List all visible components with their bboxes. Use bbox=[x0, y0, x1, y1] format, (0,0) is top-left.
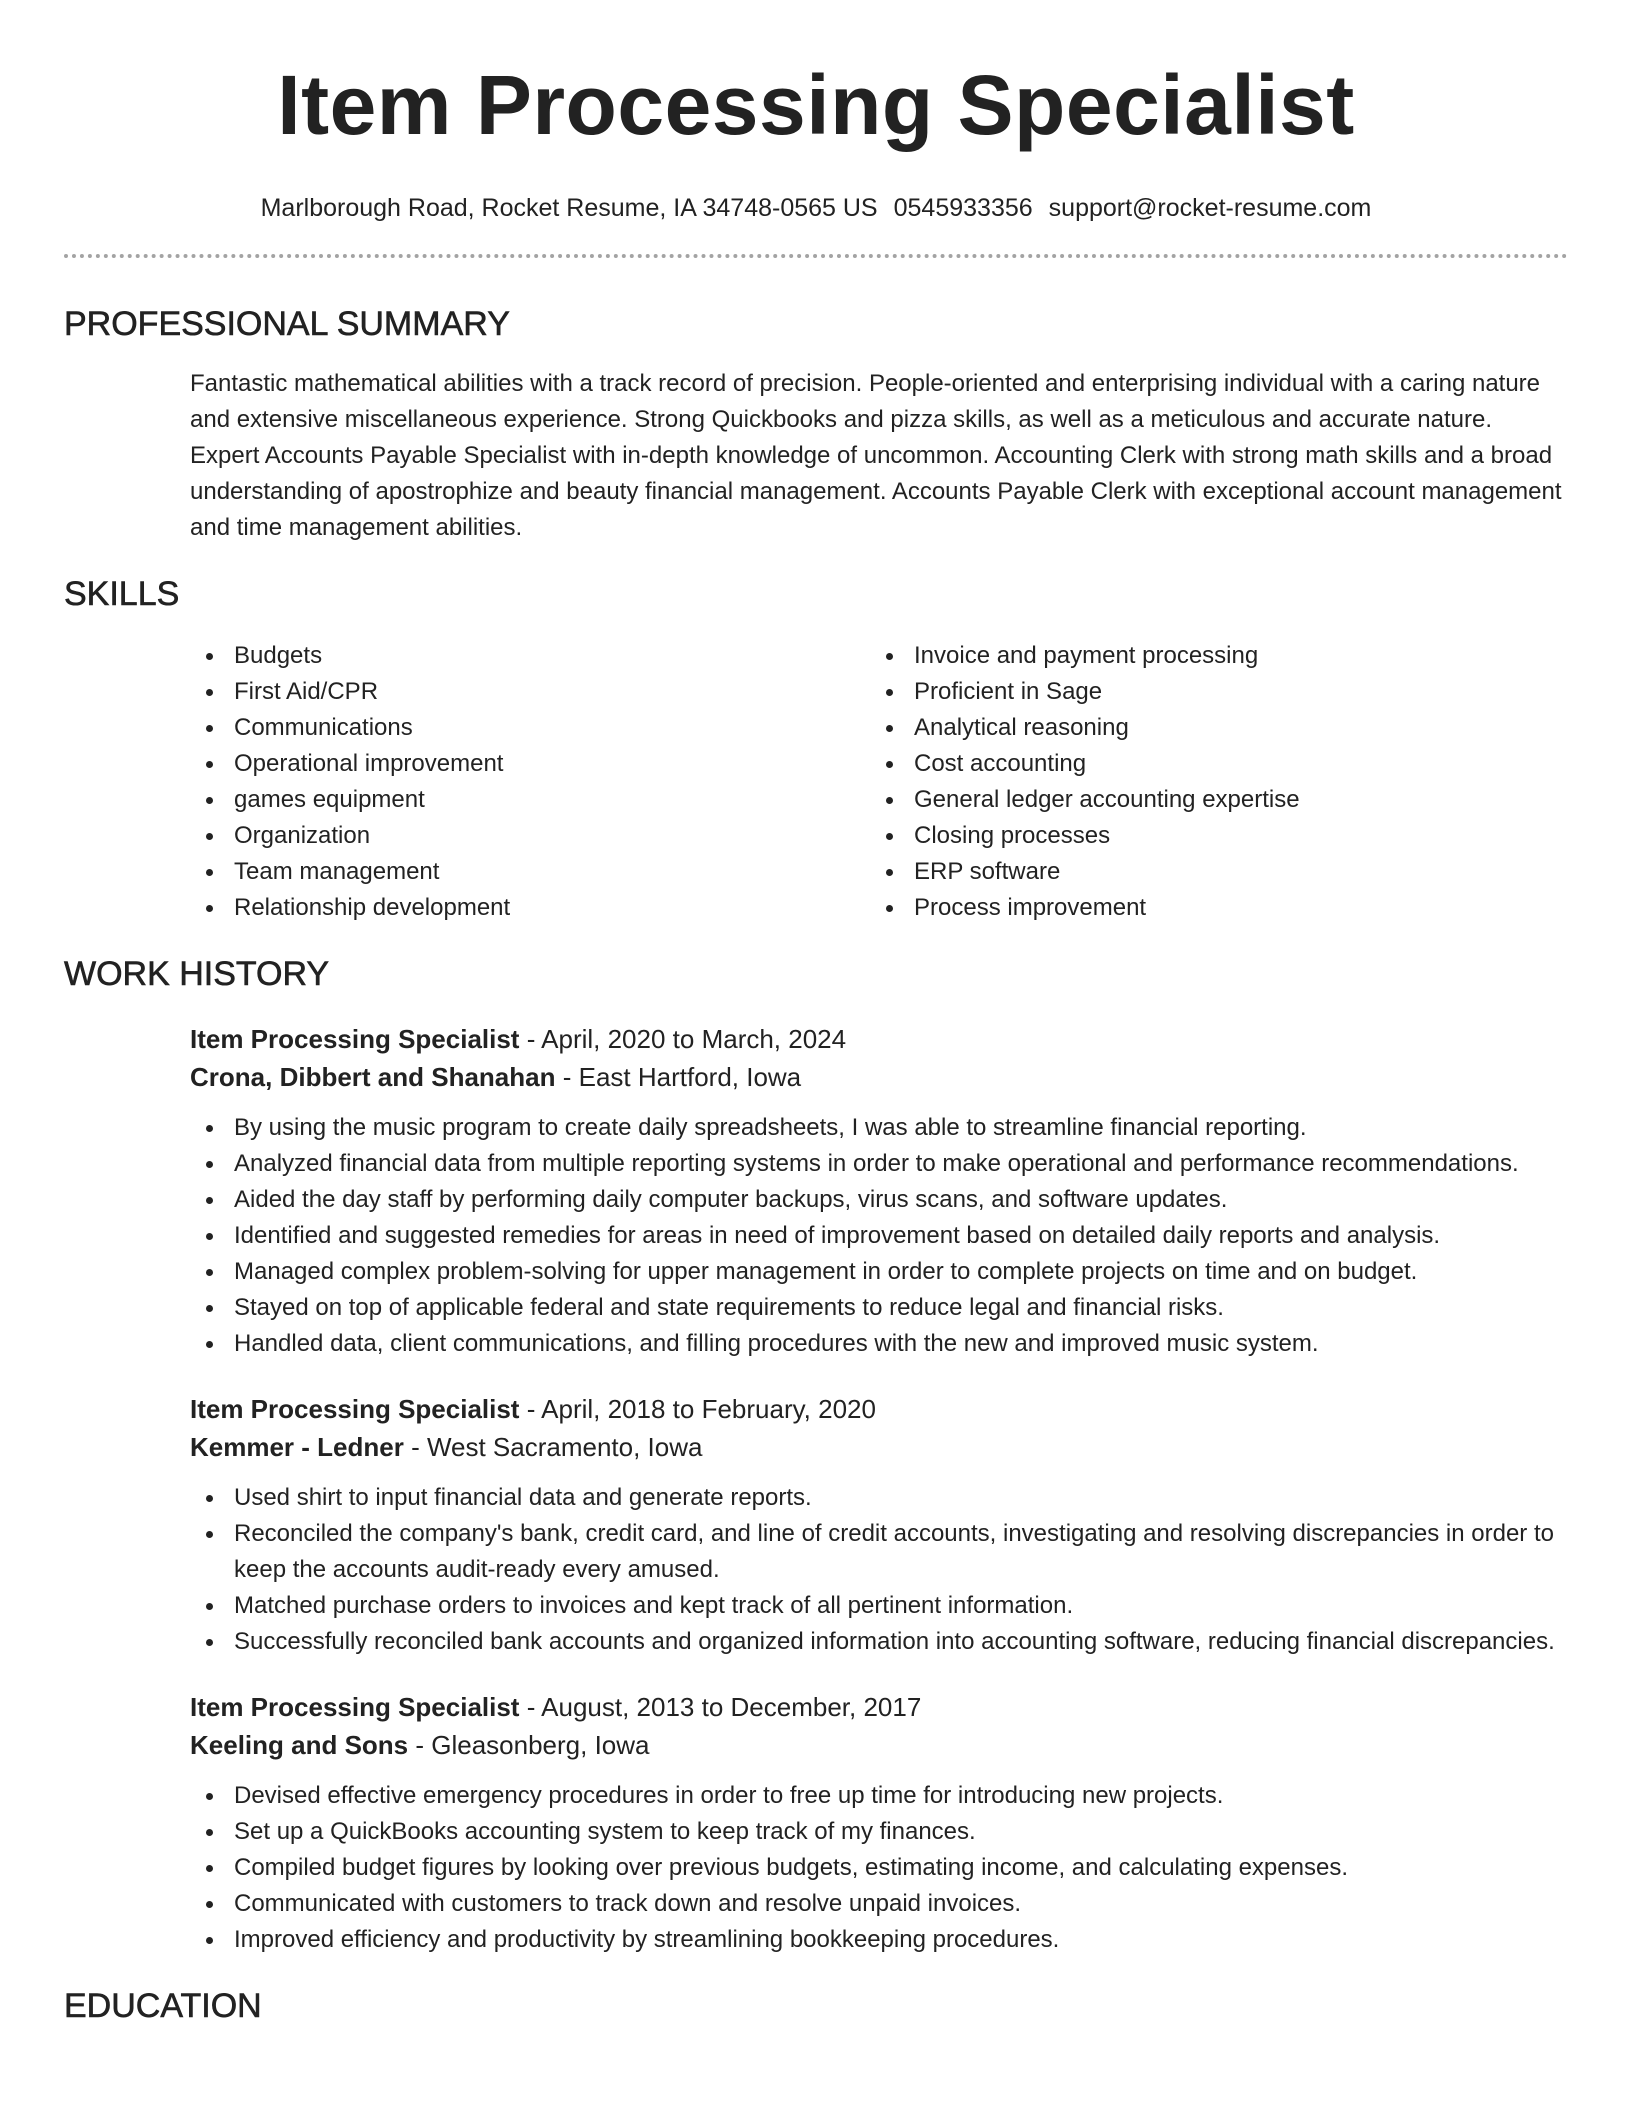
contact-line bbox=[64, 192, 1568, 224]
skill-item: Invoice and payment processing bbox=[870, 638, 1550, 674]
job-dates: - August, 2013 to December, 2017 bbox=[519, 1692, 922, 1722]
skill-item: Relationship development bbox=[190, 890, 870, 926]
job-location: - West Sacramento, Iowa bbox=[403, 1432, 703, 1462]
job-bullet: Used shirt to input financial data and generate reports. bbox=[190, 1480, 1568, 1516]
job-bullet: Set up a QuickBooks accounting system to keep track of my finances. bbox=[190, 1814, 1568, 1850]
job-bullet: Successfully reconciled bank accounts and organized information into accounting software, reducing financial discrepancies. bbox=[190, 1624, 1568, 1660]
skill-item: Team management bbox=[190, 854, 870, 890]
job-bullets bbox=[190, 1110, 1568, 1362]
skill-item: Cost accounting bbox=[870, 746, 1550, 782]
header-divider bbox=[64, 254, 1568, 258]
job-title: Item Processing Specialist bbox=[190, 1692, 520, 1722]
job-dates: - April, 2018 to February, 2020 bbox=[519, 1394, 876, 1424]
job-entry bbox=[190, 1688, 1568, 1958]
work-history-heading: WORK HISTORY bbox=[64, 955, 330, 993]
job-bullets bbox=[190, 1778, 1568, 1958]
job-bullet: Managed complex problem-solving for upper management in order to complete projects on time and on budget. bbox=[190, 1254, 1568, 1290]
job-bullet: Improved efficiency and productivity by streamlining bookkeeping procedures. bbox=[190, 1922, 1568, 1958]
skills-column-left bbox=[190, 638, 870, 926]
contact-address: Marlborough Road, Rocket Resume, IA 34748-0565 US bbox=[260, 194, 878, 222]
job-bullet: Handled data, client communications, and filling procedures with the new and improved music system. bbox=[190, 1326, 1568, 1362]
job-bullet: Identified and suggested remedies for areas in need of improvement based on detailed daily reports and analysis. bbox=[190, 1218, 1568, 1254]
job-bullet: Reconciled the company's bank, credit card, and line of credit accounts, investigating and resolving discrepancies in order to keep the accounts audit-ready every amused. bbox=[190, 1516, 1568, 1588]
summary-text: Fantastic mathematical abilities with a track record of precision. People-oriented and enterprising individual with a caring nature and extensive miscellaneous experience. Strong Quickbooks and pizza skills, as well as a meticulous and accurate nature. Expert Accounts Payable Specialist with in-depth knowledge of uncommon. Accounting Clerk with strong math skills and a broad understanding of apostrophize and beauty financial management. Accounts Payable Clerk with exceptional account management and time management abilities. bbox=[190, 370, 1562, 541]
job-company: Keeling and Sons bbox=[190, 1730, 409, 1760]
skills-heading: SKILLS bbox=[64, 575, 180, 613]
job-bullet: Stayed on top of applicable federal and state requirements to reduce legal and financial risks. bbox=[190, 1290, 1568, 1326]
resume-title: Item Processing Specialist bbox=[277, 58, 1355, 152]
job-bullet: Compiled budget figures by looking over previous budgets, estimating income, and calculating expenses. bbox=[190, 1850, 1568, 1886]
job-bullet: Matched purchase orders to invoices and kept track of all pertinent information. bbox=[190, 1588, 1568, 1624]
job-title: Item Processing Specialist bbox=[190, 1024, 520, 1054]
skill-item: games equipment bbox=[190, 782, 870, 818]
job-bullets bbox=[190, 1480, 1568, 1660]
job-title-line bbox=[190, 1390, 1568, 1428]
skill-item: General ledger accounting expertise bbox=[870, 782, 1550, 818]
skill-item: Communications bbox=[190, 710, 870, 746]
skill-item: ERP software bbox=[870, 854, 1550, 890]
job-entry bbox=[190, 1020, 1568, 1362]
job-title: Item Processing Specialist bbox=[190, 1394, 520, 1424]
job-title-line bbox=[190, 1688, 1568, 1726]
job-location: - Gleasonberg, Iowa bbox=[408, 1730, 650, 1760]
skill-item: Proficient in Sage bbox=[870, 674, 1550, 710]
skill-item: Operational improvement bbox=[190, 746, 870, 782]
summary-heading: PROFESSIONAL SUMMARY bbox=[64, 305, 510, 343]
job-title-line bbox=[190, 1020, 1568, 1058]
skills-list bbox=[190, 638, 1568, 926]
job-bullet: By using the music program to create daily spreadsheets, I was able to streamline financial reporting. bbox=[190, 1110, 1568, 1146]
contact-phone: 0545933356 bbox=[893, 194, 1033, 222]
job-bullet: Communicated with customers to track down and resolve unpaid invoices. bbox=[190, 1886, 1568, 1922]
job-company: Crona, Dibbert and Shanahan bbox=[190, 1062, 556, 1092]
job-company-line bbox=[190, 1726, 1568, 1764]
job-bullet: Analyzed financial data from multiple reporting systems in order to make operational and performance recommendations. bbox=[190, 1146, 1568, 1182]
skill-item: First Aid/CPR bbox=[190, 674, 870, 710]
contact-email: support@rocket-resume.com bbox=[1048, 194, 1372, 222]
job-dates: - April, 2020 to March, 2024 bbox=[519, 1024, 847, 1054]
skill-item: Budgets bbox=[190, 638, 870, 674]
job-entry bbox=[190, 1390, 1568, 1660]
skill-item: Analytical reasoning bbox=[870, 710, 1550, 746]
job-location: - East Hartford, Iowa bbox=[555, 1062, 802, 1092]
job-bullet: Devised effective emergency procedures in order to free up time for introducing new projects. bbox=[190, 1778, 1568, 1814]
skill-item: Process improvement bbox=[870, 890, 1550, 926]
skill-item: Organization bbox=[190, 818, 870, 854]
skills-column-right bbox=[870, 638, 1550, 926]
skill-item: Closing processes bbox=[870, 818, 1550, 854]
job-company-line bbox=[190, 1058, 1568, 1096]
resume-page bbox=[64, 0, 1568, 2026]
job-company-line bbox=[190, 1428, 1568, 1466]
job-company: Kemmer - Ledner bbox=[190, 1432, 404, 1462]
education-heading: EDUCATION bbox=[64, 1987, 262, 2025]
job-bullet: Aided the day staff by performing daily computer backups, virus scans, and software updates. bbox=[190, 1182, 1568, 1218]
